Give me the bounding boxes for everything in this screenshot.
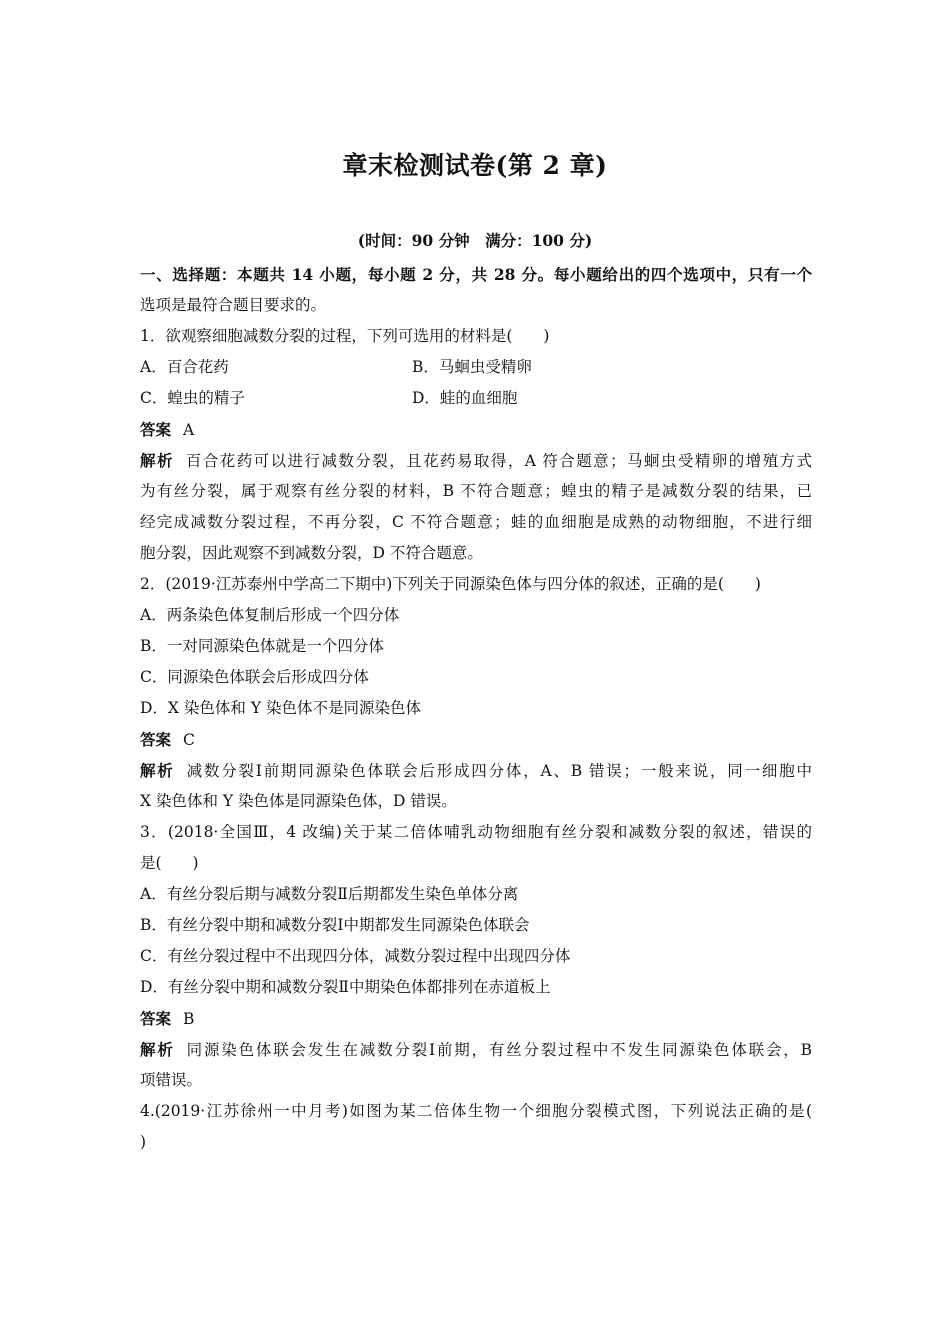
question-2-stem: 2．(2019·江苏泰州中学高二下期中)下列关于同源染色体与四分体的叙述，正确的是( ) [140, 575, 761, 593]
question-4-stem-line: 4.(2019·江苏徐州一中月考)如图为某二倍体生物一个细胞分裂模式图，下列说法正确的是( [140, 1102, 812, 1120]
option-a: A．两条染色体复制后形成一个四分体 [140, 606, 400, 624]
question-2-analysis-line [140, 755, 812, 786]
answer-value: B [183, 1010, 195, 1028]
option-b: B．一对同源染色体就是一个四分体 [140, 637, 384, 655]
analysis-text: 同源染色体联会发生在减数分裂Ⅰ前期，有丝分裂过程中不发生同源染色体联会，B [186, 1041, 812, 1059]
section-heading-line: 选项是最符合题目要求的。 [140, 296, 327, 314]
question-1-answer [140, 414, 812, 445]
question-3-stem-line: 是( ) [140, 854, 199, 872]
question-4-stem-line: ) [140, 1133, 147, 1151]
option-c: C．蝗虫的精子 [140, 389, 245, 407]
answer-value: C [183, 731, 195, 749]
question-3-stem-line: 3．(2018·全国Ⅲ，4 改编)关于某二倍体哺乳动物细胞有丝分裂和减数分裂的叙述，错误的 [140, 823, 812, 841]
analysis-text: 减数分裂Ⅰ前期同源染色体联会后形成四分体，A、B 错误；一般来说，同一细胞中 [186, 762, 812, 780]
question-1-options-row [140, 352, 812, 383]
answer-label: 答案 [140, 1009, 172, 1028]
option-d: D．有丝分裂中期和减数分裂Ⅱ中期染色体都排列在赤道板上 [140, 978, 551, 996]
question-2-analysis-line: X 染色体和 Y 染色体是同源染色体，D 错误。 [140, 792, 457, 810]
question-1-options-row [140, 383, 812, 414]
answer-label: 答案 [140, 420, 172, 439]
analysis-label: 解析 [140, 1040, 175, 1059]
option-b: B．有丝分裂中期和减数分裂Ⅰ中期都发生同源染色体联会 [140, 916, 530, 934]
analysis-label: 解析 [140, 451, 174, 470]
question-3-analysis-line [140, 1034, 812, 1065]
question-1-analysis-line: 经完成减数分裂过程，不再分裂，C 不符合题意；蛙的血细胞是成熟的动物细胞，不进行细 [140, 513, 812, 531]
option-c: C．有丝分裂过程中不出现四分体，减数分裂过程中出现四分体 [140, 947, 571, 965]
analysis-text: 百合花药可以进行减数分裂，且花药易取得，A 符合题意；马蛔虫受精卵的增殖方式 [185, 452, 812, 470]
option-c: C．同源染色体联会后形成四分体 [140, 668, 369, 686]
answer-label: 答案 [140, 730, 172, 749]
option-d: D．X 染色体和 Y 染色体不是同源染色体 [140, 699, 421, 717]
option-a: A．有丝分裂后期与减数分裂Ⅱ后期都发生染色单体分离 [140, 885, 519, 903]
option-d: D．蛙的血细胞 [412, 389, 518, 407]
question-1-analysis-line [140, 445, 812, 476]
exam-meta: (时间：90 分钟 满分：100 分) [357, 231, 593, 250]
question-2-answer [140, 724, 812, 755]
page-title: 章末检测试卷(第 2 章) [342, 151, 608, 180]
question-1-stem: 1．欲观察细胞减数分裂的过程，下列可选用的材料是( ) [140, 327, 550, 345]
option-b: B．马蛔虫受精卵 [412, 358, 532, 376]
question-1-analysis-line: 胞分裂，因此观察不到减数分裂，D 不符合题意。 [140, 544, 483, 562]
document-body [140, 259, 812, 1158]
option-a: A．百合花药 [140, 358, 229, 376]
section-heading-line: 一、选择题：本题共 14 小题，每小题 2 分，共 28 分。每小题给出的四个选项中，只有一个 [140, 265, 812, 284]
question-1-analysis-line: 为有丝分裂，属于观察有丝分裂的材料，B 不符合题意；蝗虫的精子是减数分裂的结果，已 [140, 482, 812, 500]
answer-value: A [183, 421, 195, 439]
question-3-answer [140, 1003, 812, 1034]
question-3-analysis-line: 项错误。 [140, 1071, 203, 1089]
analysis-label: 解析 [140, 761, 175, 780]
